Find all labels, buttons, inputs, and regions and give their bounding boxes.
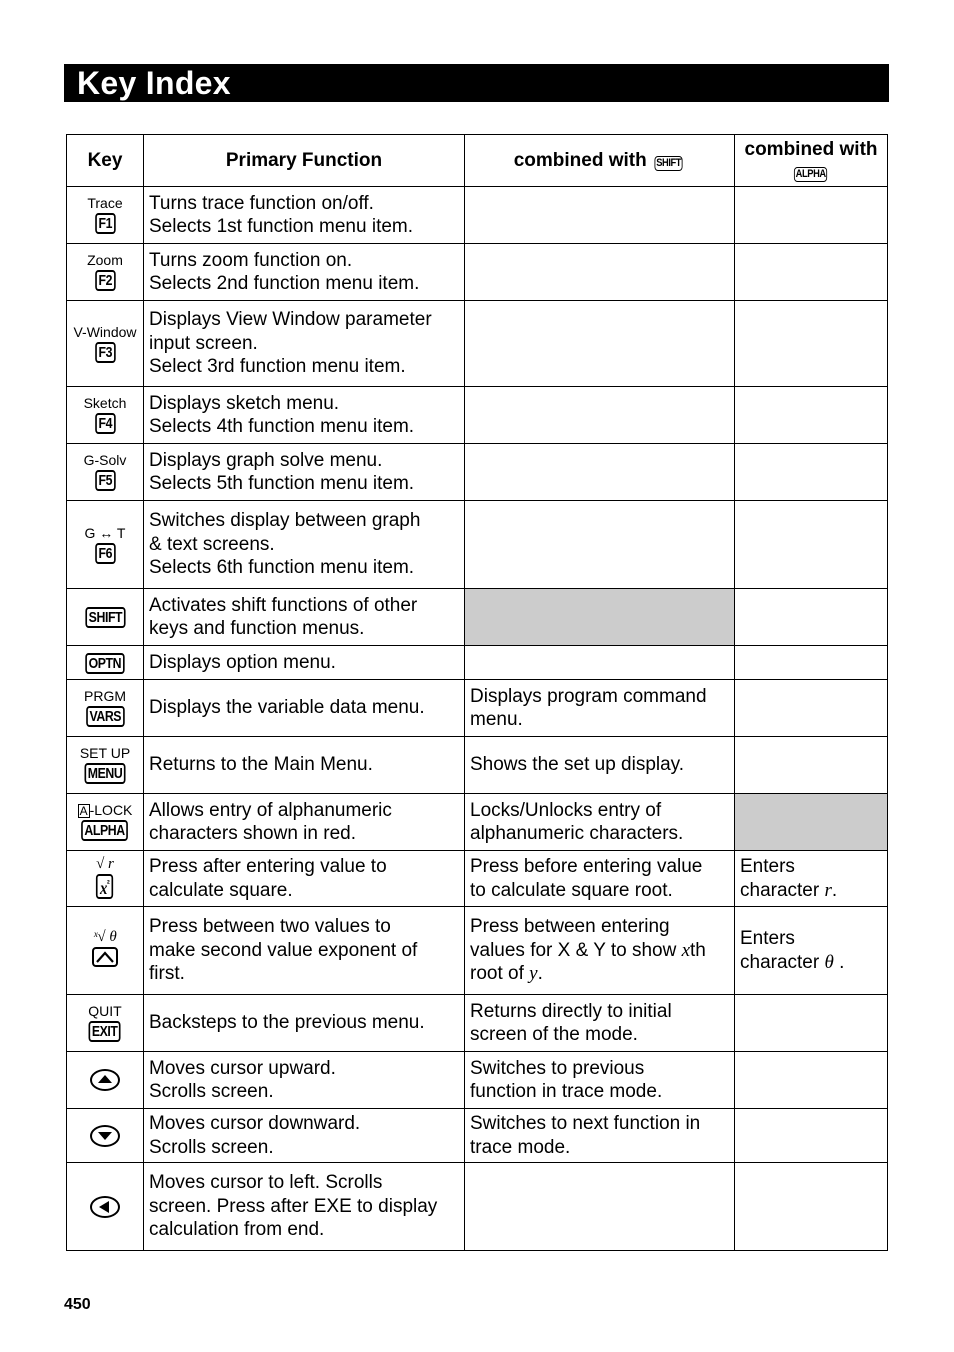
alpha-cell — [735, 301, 888, 387]
primary-text: Scrolls screen. — [149, 1081, 274, 1102]
primary-text: Moves cursor to left. Scrolls — [149, 1172, 383, 1194]
key-caption: SET UP — [79, 745, 131, 762]
shift-key-icon: SHIFT — [85, 607, 125, 628]
key-cell — [67, 244, 144, 301]
shift-text-part: values for X & Y to show — [470, 939, 682, 961]
left-arrow-shape — [92, 1198, 118, 1216]
shift-key-icon: SHIFT — [656, 156, 682, 169]
header-shift-label: combined with — [513, 149, 647, 171]
shift-cell — [465, 851, 735, 907]
primary-text: Displays graph solve menu. — [149, 449, 383, 471]
alpha-cell-shaded — [735, 794, 888, 851]
table-row — [67, 794, 888, 851]
key-cell — [67, 737, 144, 794]
primary-text: Scrolls screen. — [149, 1136, 274, 1158]
shift-text: Press before entering value — [470, 856, 703, 877]
header-alpha — [735, 135, 888, 187]
primary-text: Selects 6th function menu item. — [149, 557, 415, 579]
key-cell — [67, 387, 144, 444]
table-row — [67, 589, 888, 646]
primary-text: keys and function menus. — [149, 618, 365, 639]
shift-cell — [465, 444, 735, 501]
shift-cell-shaded — [465, 589, 735, 646]
alpha-text: Enters — [740, 856, 795, 877]
key-cell — [67, 995, 144, 1052]
shift-text: alphanumeric characters. — [470, 823, 684, 844]
alpha-text — [740, 879, 882, 903]
primary-cell — [144, 501, 465, 589]
key-cell — [67, 301, 144, 387]
theta-variable: θ — [824, 951, 834, 973]
primary-text: characters shown in red. — [149, 823, 356, 844]
primary-text: Moves cursor downward. — [149, 1113, 361, 1134]
primary-text: Selects 1st function menu item. — [149, 216, 414, 237]
key-caption: PRGM — [84, 688, 126, 705]
alpha-key-icon: ALPHA — [795, 167, 827, 180]
table-row — [67, 995, 888, 1052]
up-arrow-key-icon — [90, 1069, 120, 1091]
primary-cell — [144, 244, 465, 301]
f1-key-icon: F1 — [95, 213, 115, 234]
alpha-cell — [735, 444, 888, 501]
f3-key-icon: F3 — [95, 342, 115, 363]
primary-text: Selects 4th function menu item. — [149, 416, 415, 437]
primary-cell — [144, 851, 465, 907]
key-caption — [67, 802, 143, 818]
left-arrow-key-icon — [90, 1196, 120, 1218]
lock-caption: -LOCK — [89, 802, 133, 819]
page-number: 450 — [64, 1296, 91, 1313]
y-variable: y — [529, 963, 538, 985]
key-cell — [67, 1109, 144, 1163]
x-variable: x — [681, 939, 691, 961]
alpha-cell — [735, 1163, 888, 1251]
shift-cell — [465, 387, 735, 444]
key-caption: Sketch — [83, 395, 127, 412]
primary-cell — [144, 387, 465, 444]
primary-text: Press between two values to — [149, 916, 391, 938]
table-row — [67, 244, 888, 301]
f5-key-icon: F5 — [95, 470, 115, 491]
shift-cell — [465, 995, 735, 1052]
optn-key-icon: OPTN — [85, 653, 124, 674]
shift-cell: Shows the set up display. — [465, 737, 735, 794]
header-key: Key — [67, 135, 144, 187]
primary-text: first. — [149, 963, 185, 985]
table-row — [67, 501, 888, 589]
key-cell — [67, 907, 144, 995]
a-box-icon: A — [79, 804, 88, 819]
alpha-cell — [735, 737, 888, 794]
shift-text-part: root of — [470, 963, 530, 985]
title-bar — [64, 64, 889, 102]
primary-cell — [144, 737, 465, 794]
shift-text: Press between entering — [470, 916, 670, 938]
alpha-cell — [735, 187, 888, 244]
r-variable: r — [824, 879, 832, 901]
primary-text: Selects 2nd function menu item. — [149, 273, 420, 294]
f4-key-icon: F4 — [95, 413, 115, 434]
alpha-cell — [735, 244, 888, 301]
alpha-text-part: . — [833, 951, 845, 973]
table-row — [67, 444, 888, 501]
primary-text: make second value exponent of — [149, 939, 418, 961]
primary-text: & text screens. — [149, 533, 275, 555]
alpha-cell — [735, 646, 888, 680]
primary-cell — [144, 301, 465, 387]
primary-cell — [144, 1163, 465, 1251]
table-row — [67, 646, 888, 680]
page-title: Key Index — [77, 65, 231, 101]
table-row — [67, 907, 888, 995]
header-shift — [465, 135, 735, 187]
shift-cell — [465, 1109, 735, 1163]
key-caption: V-Window — [73, 323, 137, 340]
table-row — [67, 387, 888, 444]
primary-text: Displays sketch menu. — [149, 392, 340, 414]
primary-text: Selects 5th function menu item. — [149, 473, 415, 494]
caret-shape — [94, 949, 116, 965]
header-primary: Primary Function — [144, 135, 465, 187]
alpha-text-part: . — [831, 879, 838, 901]
key-cell — [67, 589, 144, 646]
shift-cell — [465, 646, 735, 680]
alpha-cell — [735, 1052, 888, 1109]
primary-cell — [144, 589, 465, 646]
shift-cell — [465, 1163, 735, 1251]
header-alpha-label: combined with — [744, 138, 878, 160]
key-cell — [67, 646, 144, 680]
shift-cell — [465, 301, 735, 387]
up-arrow-shape — [92, 1071, 118, 1089]
table-header-row — [67, 135, 888, 187]
shift-text — [470, 939, 729, 963]
vars-key-icon: VARS — [86, 706, 124, 727]
primary-text: Turns trace function on/off. — [149, 192, 374, 214]
down-arrow-key-icon — [90, 1125, 120, 1147]
primary-text: calculation from end. — [149, 1219, 325, 1241]
alpha-text — [740, 951, 882, 975]
shift-text: Locks/Unlocks entry of — [470, 799, 662, 821]
f2-key-icon: F2 — [95, 270, 115, 291]
primary-text: Allows entry of alphanumeric — [149, 799, 392, 821]
shift-text: to calculate square root. — [470, 879, 673, 901]
shift-cell — [465, 501, 735, 589]
shift-cell — [465, 187, 735, 244]
alpha-cell — [735, 851, 888, 907]
shift-cell — [465, 907, 735, 995]
key-cell — [67, 851, 144, 907]
key-caption: G-Solv — [83, 452, 127, 469]
key-cell — [67, 1163, 144, 1251]
primary-cell — [144, 646, 465, 680]
primary-cell — [144, 187, 465, 244]
table-row — [67, 187, 888, 244]
primary-text: screen. Press after EXE to display — [149, 1195, 438, 1217]
shift-text: trace mode. — [470, 1136, 571, 1158]
shift-text: Returns directly to initial — [470, 1000, 672, 1022]
table-row — [67, 737, 888, 794]
table-row — [67, 1052, 888, 1109]
primary-cell — [144, 444, 465, 501]
primary-text: Backsteps to the previous menu. — [149, 1012, 425, 1034]
table-row — [67, 680, 888, 737]
shift-cell — [465, 680, 735, 737]
primary-cell — [144, 680, 465, 737]
alpha-cell — [735, 680, 888, 737]
key-cell — [67, 680, 144, 737]
primary-text: Switches display between graph — [149, 510, 421, 532]
x-squared-key-icon: $x^{^2}$ — [96, 874, 114, 899]
shift-text-part: . — [537, 963, 543, 985]
primary-text: Displays View Window parameter — [149, 309, 432, 331]
shift-text: menu. — [470, 709, 523, 730]
shift-text — [470, 962, 729, 986]
primary-cell — [144, 1109, 465, 1163]
primary-text: calculate square. — [149, 879, 293, 901]
primary-cell — [144, 907, 465, 995]
alpha-text-part: character — [740, 879, 825, 901]
key-caption: Zoom — [87, 252, 123, 269]
alpha-text: Enters — [740, 928, 795, 949]
shift-cell — [465, 1052, 735, 1109]
key-cell — [67, 501, 144, 589]
shift-text: Switches to next function in — [470, 1113, 701, 1134]
alpha-cell — [735, 589, 888, 646]
caret-key-icon — [92, 947, 118, 967]
menu-key-icon: MENU — [84, 763, 125, 784]
key-caption: QUIT — [88, 1003, 122, 1020]
alpha-cell — [735, 995, 888, 1052]
shift-text: screen of the mode. — [470, 1024, 638, 1045]
f6-key-icon: F6 — [95, 543, 115, 564]
key-caption: ˣ√ θ — [93, 929, 117, 946]
key-caption: G ↔ T — [84, 524, 126, 541]
shift-text-part: th — [690, 939, 706, 961]
alpha-cell — [735, 907, 888, 995]
down-arrow-shape — [92, 1127, 118, 1145]
alpha-key-icon: ALPHA — [82, 820, 129, 841]
key-cell — [67, 1052, 144, 1109]
primary-text: Press after entering value to — [149, 856, 387, 877]
primary-text: input screen. — [149, 332, 258, 354]
primary-cell — [144, 1052, 465, 1109]
shift-text: function in trace mode. — [470, 1081, 663, 1102]
primary-text: Select 3rd function menu item. — [149, 356, 406, 378]
table-row — [67, 1163, 888, 1251]
primary-cell — [144, 995, 465, 1052]
primary-text: Moves cursor upward. — [149, 1057, 336, 1079]
alpha-cell — [735, 501, 888, 589]
exit-key-icon: EXIT — [89, 1021, 121, 1042]
primary-text: Turns zoom function on. — [149, 249, 353, 271]
alpha-cell — [735, 387, 888, 444]
primary-text: Returns to the Main Menu. — [149, 754, 373, 776]
alpha-text-part: character — [740, 951, 825, 973]
primary-text: Activates shift functions of other — [149, 594, 418, 616]
key-cell — [67, 444, 144, 501]
key-caption: √ r — [96, 856, 114, 873]
primary-text: Displays option menu. — [149, 651, 336, 673]
shift-cell — [465, 794, 735, 851]
table-row — [67, 851, 888, 907]
key-index-table — [66, 134, 888, 1251]
key-cell — [67, 794, 144, 851]
table-row — [67, 1109, 888, 1163]
table-row — [67, 301, 888, 387]
shift-cell — [465, 244, 735, 301]
primary-cell — [144, 794, 465, 851]
key-caption: Trace — [87, 195, 123, 212]
shift-text: Displays program command — [470, 685, 707, 707]
primary-text: Displays the variable data menu. — [149, 697, 425, 719]
alpha-cell — [735, 1109, 888, 1163]
key-cell — [67, 187, 144, 244]
shift-text: Switches to previous — [470, 1057, 645, 1079]
